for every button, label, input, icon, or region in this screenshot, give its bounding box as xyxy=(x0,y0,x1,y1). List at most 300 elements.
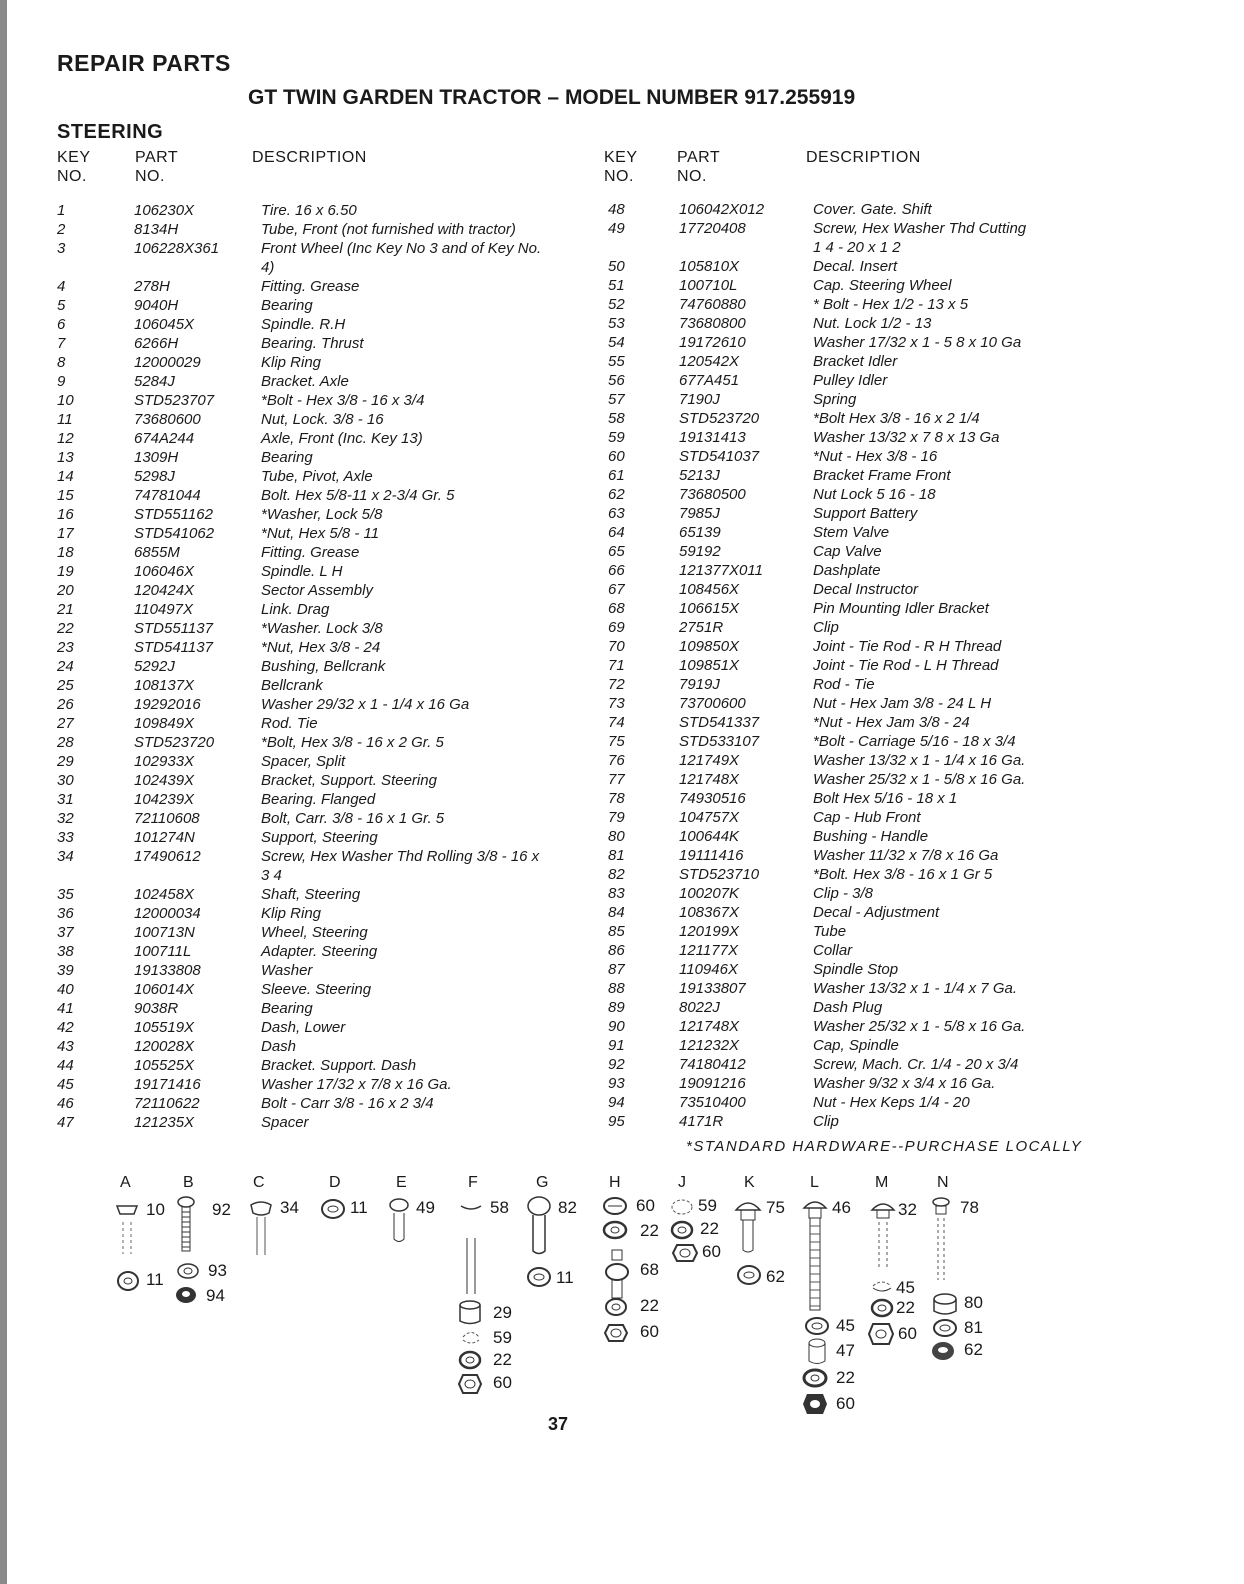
part-no: 120028X xyxy=(134,1038,195,1055)
table-row xyxy=(608,979,1088,998)
description: Tire. 16 x 6.50 xyxy=(261,202,357,219)
description: Tube, Front (not furnished with tractor) xyxy=(261,221,516,238)
table-row xyxy=(608,523,1088,542)
key-no: 2 xyxy=(57,221,66,238)
description: Decal. Insert xyxy=(813,258,898,275)
description: Dashplate xyxy=(813,562,881,579)
key-no: 4 xyxy=(57,278,66,295)
hex-nut-icon xyxy=(604,1322,628,1344)
table-row xyxy=(608,770,1088,789)
table-row xyxy=(57,638,552,657)
hex-nut-icon xyxy=(802,1392,828,1416)
description: Axle, Front (Inc. Key 13) xyxy=(261,430,423,447)
table-row xyxy=(608,637,1088,656)
description: Sector Assembly xyxy=(261,582,373,599)
part-no: 104757X xyxy=(679,809,740,826)
description: Spacer xyxy=(261,1114,309,1131)
table-row xyxy=(57,201,552,220)
table-row xyxy=(608,257,1088,276)
description: Wheel, Steering xyxy=(261,924,368,941)
table-row xyxy=(57,961,552,980)
table-row xyxy=(57,695,552,714)
description: Bearing xyxy=(261,449,313,466)
parts-table-right xyxy=(608,200,1088,1131)
description: Support Battery xyxy=(813,505,918,522)
table-row xyxy=(608,333,1088,352)
description: Sleeve. Steering xyxy=(261,981,372,998)
col-part-left: PART NO. xyxy=(135,149,179,185)
part-no: 19133807 xyxy=(679,980,746,997)
description: Tube, Pivot, Axle xyxy=(261,468,373,485)
key-no: 73 xyxy=(608,695,625,712)
table-row xyxy=(57,429,552,448)
table-row xyxy=(608,447,1088,466)
callout: 59 xyxy=(493,1328,512,1347)
key-no: 14 xyxy=(57,468,74,485)
part-no: 105810X xyxy=(679,258,740,275)
group-label: K xyxy=(744,1174,755,1191)
table-row xyxy=(608,941,1088,960)
table-row xyxy=(608,827,1088,846)
description: *Bolt - Carriage 5/16 - 18 x 3/4 xyxy=(813,733,1016,750)
part-no: 17720408 xyxy=(679,220,746,237)
part-no: 102933X xyxy=(134,753,195,770)
table-row xyxy=(57,562,552,581)
screw-icon xyxy=(388,1197,410,1245)
description: Washer 17/32 x 1 - 5 8 x 10 Ga xyxy=(813,334,1022,351)
part-no: 5298J xyxy=(134,468,175,485)
table-row xyxy=(608,884,1088,903)
key-no: 11 xyxy=(57,411,73,428)
part-no: 105519X xyxy=(134,1019,195,1036)
key-no: 87 xyxy=(608,961,625,978)
description: Bearing. Flanged xyxy=(261,791,376,808)
part-no: 674A244 xyxy=(134,430,195,447)
model-line: GT TWIN GARDEN TRACTOR – MODEL NUMBER 917.255919 xyxy=(248,86,856,109)
description: Rod - Tie xyxy=(813,676,875,693)
callout: 59 xyxy=(698,1196,717,1215)
lock-nut-icon xyxy=(736,1264,762,1286)
lock-washer-icon xyxy=(802,1368,828,1388)
part-no: 19292016 xyxy=(134,696,201,713)
table-row xyxy=(57,847,552,885)
key-no: 83 xyxy=(608,885,625,902)
description: Nut - Hex Jam 3/8 - 24 L H xyxy=(813,695,992,712)
description: Bushing - Handle xyxy=(813,828,929,845)
group-label: D xyxy=(329,1174,341,1191)
table-row xyxy=(57,904,552,923)
key-no: 70 xyxy=(608,638,625,655)
key-no: 42 xyxy=(57,1019,74,1036)
part-no: 72110608 xyxy=(134,810,200,827)
description: *Nut - Hex Jam 3/8 - 24 xyxy=(813,714,970,731)
key-no: 62 xyxy=(608,486,625,503)
key-no: 63 xyxy=(608,505,625,522)
group-label: H xyxy=(609,1174,621,1191)
part-no: 73510400 xyxy=(679,1094,746,1111)
table-row xyxy=(608,485,1088,504)
key-no: 67 xyxy=(608,581,625,598)
callout: 60 xyxy=(836,1394,855,1413)
part-no: 19091216 xyxy=(679,1075,746,1092)
description: Washer 25/32 x 1 - 5/8 x 16 Ga. xyxy=(813,771,1026,788)
description: Pulley Idler xyxy=(813,372,888,389)
callout: 11 xyxy=(350,1198,368,1217)
part-no: 74781044 xyxy=(134,487,201,504)
table-row xyxy=(608,1093,1088,1112)
part-no: STD551137 xyxy=(134,620,213,637)
key-no: 55 xyxy=(608,353,625,370)
table-row xyxy=(57,790,552,809)
group-label: B xyxy=(183,1174,194,1191)
part-no: 73680800 xyxy=(679,315,746,332)
part-no: 5213J xyxy=(679,467,720,484)
description: Klip Ring xyxy=(261,354,322,371)
key-no: 90 xyxy=(608,1018,625,1035)
description: Spacer, Split xyxy=(261,753,346,770)
part-no: 5292J xyxy=(134,658,175,675)
part-no: 102439X xyxy=(134,772,195,789)
description: Dash, Lower xyxy=(261,1019,346,1036)
key-no: 71 xyxy=(608,657,625,674)
lock-nut-icon xyxy=(930,1340,956,1362)
description: Washer 11/32 x 7/8 x 16 Ga xyxy=(813,847,999,864)
table-row xyxy=(57,296,552,315)
part-no: 120424X xyxy=(134,582,195,599)
key-no: 46 xyxy=(57,1095,74,1112)
description: Bearing xyxy=(261,1000,313,1017)
part-no: 105525X xyxy=(134,1057,195,1074)
key-no: 18 xyxy=(57,544,74,561)
key-no: 29 xyxy=(57,753,74,770)
part-no: 106615X xyxy=(679,600,740,617)
description: Clip xyxy=(813,1113,839,1130)
key-no: 26 xyxy=(57,696,74,713)
part-no: STD541337 xyxy=(679,714,760,731)
description: Joint - Tie Rod - R H Thread xyxy=(813,638,1002,655)
description: Tube xyxy=(813,923,847,940)
description: Support, Steering xyxy=(261,829,378,846)
description: *Washer. Lock 3/8 xyxy=(261,620,383,637)
key-no: 45 xyxy=(57,1076,74,1093)
key-no: 1 xyxy=(57,202,66,219)
group-label: C xyxy=(253,1174,265,1191)
part-no: 19172610 xyxy=(679,334,746,351)
key-no: 17 xyxy=(57,525,74,542)
part-no: 106230X xyxy=(134,202,195,219)
part-no: 121232X xyxy=(679,1037,740,1054)
callout: 46 xyxy=(832,1198,851,1217)
part-no: STD523710 xyxy=(679,866,760,883)
key-no: 48 xyxy=(608,201,625,218)
part-no: 120199X xyxy=(679,923,740,940)
table-row xyxy=(57,372,552,391)
part-no: 73680500 xyxy=(679,486,746,503)
key-no: 24 xyxy=(57,658,74,675)
table-row xyxy=(57,315,552,334)
key-no: 84 xyxy=(608,904,625,921)
key-no: 50 xyxy=(608,258,625,275)
description: Nut - Hex Keps 1/4 - 20 xyxy=(813,1094,970,1111)
description: Washer 9/32 x 3/4 x 16 Ga. xyxy=(813,1075,996,1092)
part-no: 6266H xyxy=(134,335,179,352)
table-row xyxy=(57,885,552,904)
description: Spring xyxy=(813,391,857,408)
part-no: 6855M xyxy=(134,544,180,561)
callout: 22 xyxy=(493,1350,512,1369)
table-row xyxy=(57,942,552,961)
table-row xyxy=(57,1075,552,1094)
part-no: 17490612 xyxy=(134,848,201,865)
standard-hardware-note: *STANDARD HARDWARE--PURCHASE LOCALLY xyxy=(686,1138,1083,1155)
key-no: 8 xyxy=(57,354,66,371)
lock-washer-icon xyxy=(458,1350,482,1370)
key-no: 38 xyxy=(57,943,74,960)
bolt-icon xyxy=(458,1198,484,1298)
part-no: STD541037 xyxy=(679,448,760,465)
description: Bushing, Bellcrank xyxy=(261,658,386,675)
description: Washer xyxy=(261,962,313,979)
group-label: A xyxy=(120,1174,131,1191)
pin-icon xyxy=(604,1248,630,1302)
part-no: 19131413 xyxy=(679,429,746,446)
table-row xyxy=(608,808,1088,827)
col-part-right: PART NO. xyxy=(677,149,721,185)
table-row xyxy=(608,675,1088,694)
part-no: 108137X xyxy=(134,677,195,694)
key-no: 79 xyxy=(608,809,625,826)
description: Bracket. Support. Dash xyxy=(261,1057,417,1074)
key-no: 95 xyxy=(608,1113,625,1130)
key-no: 92 xyxy=(608,1056,625,1073)
callout: 47 xyxy=(836,1341,855,1360)
part-no: 101274N xyxy=(134,829,195,846)
part-no: 108456X xyxy=(679,581,740,598)
col-key-left: KEY NO. xyxy=(57,149,91,185)
key-no: 76 xyxy=(608,752,625,769)
part-no: STD541137 xyxy=(134,639,213,656)
description: Screw, Hex Washer Thd Cutting 1 4 - 20 x 1 2 xyxy=(813,220,1027,256)
description: Nut. Lock 1/2 - 13 xyxy=(813,315,932,332)
table-row xyxy=(608,1036,1088,1055)
key-no: 25 xyxy=(57,677,74,694)
table-row xyxy=(57,999,552,1018)
part-no: 121749X xyxy=(679,752,740,769)
part-no: 19111416 xyxy=(679,847,744,864)
description: Cap - Hub Front xyxy=(813,809,921,826)
table-row xyxy=(608,580,1088,599)
table-row xyxy=(57,657,552,676)
table-row xyxy=(608,1055,1088,1074)
part-no: STD551162 xyxy=(134,506,213,523)
table-row xyxy=(608,751,1088,770)
key-no: 82 xyxy=(608,866,625,883)
description: Bearing. Thrust xyxy=(261,335,364,352)
table-row xyxy=(608,789,1088,808)
key-no: 27 xyxy=(57,715,74,732)
key-no: 13 xyxy=(57,449,74,466)
lock-nut-icon xyxy=(526,1266,552,1288)
description: Washer 29/32 x 1 - 1/4 x 16 Ga xyxy=(261,696,470,713)
key-no: 94 xyxy=(608,1094,625,1111)
key-no: 9 xyxy=(57,373,66,390)
table-row xyxy=(57,581,552,600)
table-row xyxy=(57,923,552,942)
part-no: STD523720 xyxy=(679,410,760,427)
table-row xyxy=(608,599,1088,618)
key-no: 40 xyxy=(57,981,74,998)
part-no: 109849X xyxy=(134,715,195,732)
section-title: STEERING xyxy=(57,121,164,143)
callout: 80 xyxy=(964,1293,983,1312)
part-no: 65139 xyxy=(679,524,721,541)
table-row xyxy=(57,980,552,999)
table-row xyxy=(57,353,552,372)
table-row xyxy=(57,220,552,239)
table-row xyxy=(608,1017,1088,1036)
description: Dash xyxy=(261,1038,297,1055)
key-no: 10 xyxy=(57,392,74,409)
callout: 32 xyxy=(898,1200,917,1219)
part-no: 110946X xyxy=(679,961,738,978)
callout: 82 xyxy=(558,1198,577,1217)
table-row xyxy=(57,828,552,847)
callout: 45 xyxy=(896,1278,915,1297)
part-no: 19133808 xyxy=(134,962,201,979)
description: Bracket Idler xyxy=(813,353,898,370)
key-no: 93 xyxy=(608,1075,625,1092)
table-row xyxy=(608,713,1088,732)
description: Decal - Adjustment xyxy=(813,904,940,921)
description: *Nut, Hex 3/8 - 24 xyxy=(261,639,381,656)
table-row xyxy=(57,771,552,790)
key-no: 61 xyxy=(608,467,625,484)
table-row xyxy=(57,239,552,277)
key-no: 39 xyxy=(57,962,74,979)
washer-icon xyxy=(460,1328,482,1346)
key-no: 47 xyxy=(57,1114,74,1131)
description: Cap. Steering Wheel xyxy=(813,277,952,294)
table-row xyxy=(608,922,1088,941)
lock-washer-icon xyxy=(602,1220,628,1240)
part-no: 100713N xyxy=(134,924,195,941)
callout: 60 xyxy=(636,1196,655,1215)
description: Front Wheel (Inc Key No 3 and of Key No. 4) xyxy=(261,240,542,276)
description: Decal Instructor xyxy=(813,581,919,598)
description: * Bolt - Hex 1/2 - 13 x 5 xyxy=(813,296,969,313)
table-row xyxy=(57,1018,552,1037)
key-no: 5 xyxy=(57,297,66,314)
lock-nut-icon xyxy=(116,1270,140,1292)
part-no: 100644K xyxy=(679,828,740,845)
description: Cap Valve xyxy=(813,543,882,560)
key-no: 68 xyxy=(608,600,625,617)
description: Spindle Stop xyxy=(813,961,899,978)
part-no: 72110622 xyxy=(134,1095,200,1112)
key-no: 89 xyxy=(608,999,625,1016)
callout: 60 xyxy=(702,1242,721,1261)
part-no: 7190J xyxy=(679,391,720,408)
key-no: 12 xyxy=(57,430,74,447)
part-no: 106228X361 xyxy=(134,240,220,257)
table-row xyxy=(608,200,1088,219)
description: Bracket, Support. Steering xyxy=(261,772,437,789)
callout: 11 xyxy=(146,1270,164,1289)
description: *Bolt - Hex 3/8 - 16 x 3/4 xyxy=(261,392,425,409)
key-no: 78 xyxy=(608,790,625,807)
table-row xyxy=(608,903,1088,922)
key-no: 7 xyxy=(57,335,66,352)
description: Spindle. L H xyxy=(261,563,343,580)
part-no: 109851X xyxy=(679,657,740,674)
table-row xyxy=(608,1074,1088,1093)
table-row xyxy=(57,809,552,828)
callout: 62 xyxy=(766,1267,785,1286)
description: *Nut - Hex 3/8 - 16 xyxy=(813,448,938,465)
table-row xyxy=(608,390,1088,409)
key-no: 65 xyxy=(608,543,625,560)
part-no: 110497X xyxy=(134,601,193,618)
part-no: 59192 xyxy=(679,543,721,560)
key-no: 57 xyxy=(608,391,625,408)
callout: 29 xyxy=(493,1303,512,1322)
part-no: 108367X xyxy=(679,904,740,921)
bolt-icon xyxy=(114,1196,140,1268)
table-row xyxy=(608,409,1088,428)
table-row xyxy=(608,998,1088,1017)
description: Washer 13/32 x 7 8 x 13 Ga xyxy=(813,429,1000,446)
col-desc-left: DESCRIPTION xyxy=(252,149,367,166)
callout: 22 xyxy=(640,1221,659,1240)
table-row xyxy=(57,543,552,562)
description: Joint - Tie Rod - L H Thread xyxy=(813,657,999,674)
group-label: L xyxy=(810,1174,819,1191)
key-no: 33 xyxy=(57,829,74,846)
lock-nut-icon xyxy=(320,1198,346,1220)
key-no: 44 xyxy=(57,1057,74,1074)
key-no: 35 xyxy=(57,886,74,903)
callout: 49 xyxy=(416,1198,435,1217)
part-no: 121177X xyxy=(679,942,738,959)
description: Nut Lock 5 16 - 18 xyxy=(813,486,936,503)
key-no: 59 xyxy=(608,429,625,446)
table-row xyxy=(57,752,552,771)
table-row xyxy=(57,467,552,486)
part-no: 8134H xyxy=(134,221,179,238)
part-no: 1309H xyxy=(134,449,179,466)
scan-edge xyxy=(0,0,7,1584)
carriage-bolt-icon xyxy=(734,1196,762,1256)
part-no: STD533107 xyxy=(679,733,760,750)
washer-icon xyxy=(932,1318,958,1338)
table-row xyxy=(608,219,1088,257)
washer-icon xyxy=(176,1262,200,1280)
callout: 62 xyxy=(964,1340,983,1359)
description: Bolt. Hex 5/8-11 x 2-3/4 Gr. 5 xyxy=(261,487,455,504)
description: Collar xyxy=(813,942,853,959)
description: Fitting. Grease xyxy=(261,544,360,561)
description: *Nut, Hex 5/8 - 11 xyxy=(261,525,380,542)
table-row xyxy=(608,542,1088,561)
key-no: 34 xyxy=(57,848,74,865)
hex-nut-icon xyxy=(672,1242,698,1264)
screw-icon xyxy=(248,1197,274,1261)
spacer-icon xyxy=(806,1338,828,1366)
description: Bolt - Carr 3/8 - 16 x 2 3/4 xyxy=(261,1095,434,1112)
key-no: 81 xyxy=(608,847,625,864)
key-no: 74 xyxy=(608,714,625,731)
key-no: 28 xyxy=(57,734,74,751)
